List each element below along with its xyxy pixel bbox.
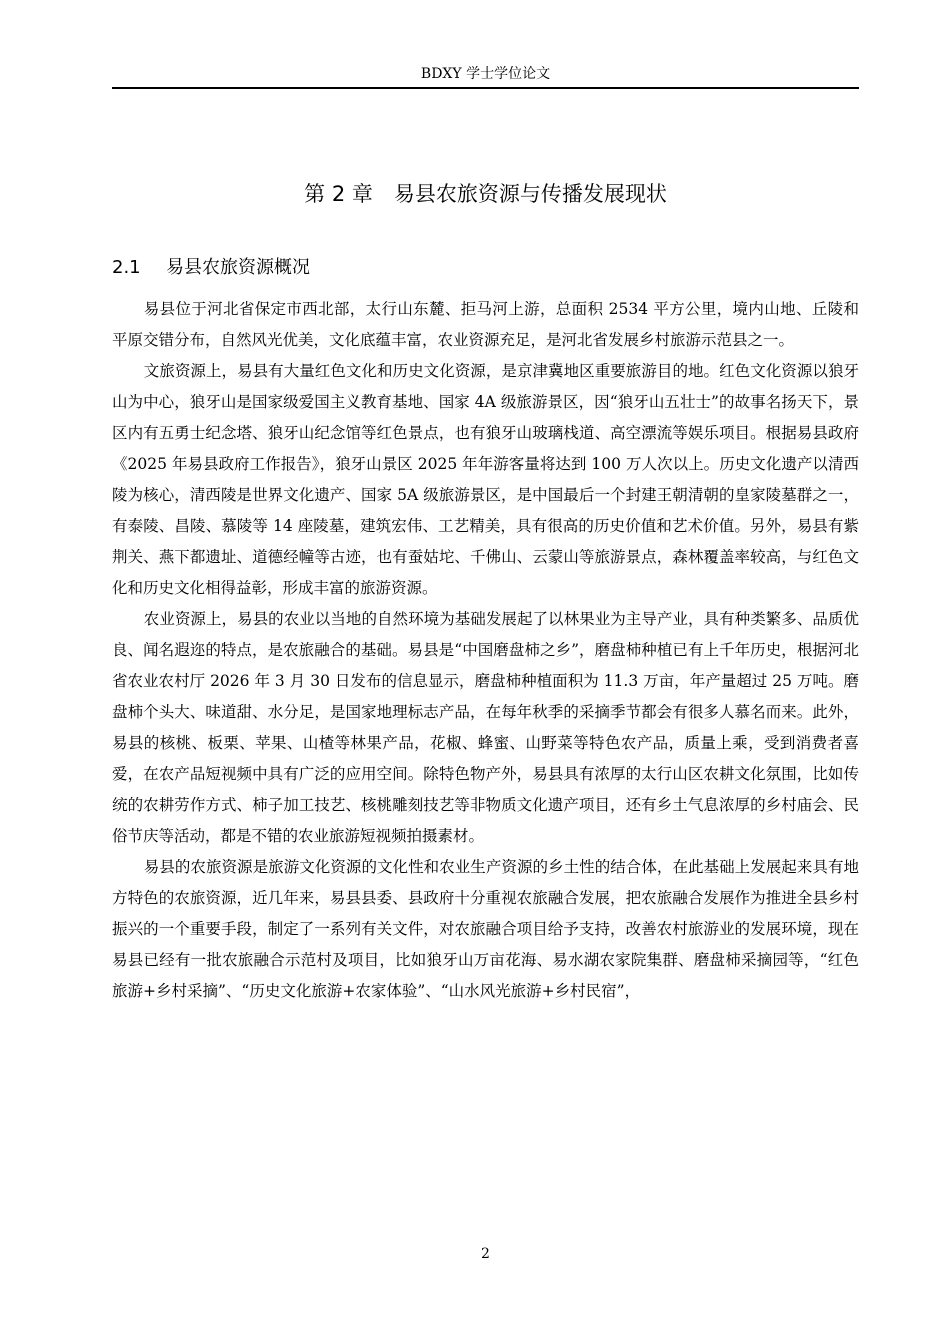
paragraph-agritourism: 易县的农旅资源是旅游文化资源的文化性和农业生产资源的乡土性的结合体，在此基础上发展起来具有地方特色的农旅资源，近几年来，易县县委、县政府十分重视农旅融合发展，把农旅融合发展作为推进全县乡村振兴的一个重要手段，制定了一系列有关文件，对农旅融合项目给予支持，改善农村旅游业的发展环境，现在易县已经有一批农旅融合示范村及项目，比如狼牙山万亩花海、易水湖农家院集群、磨盘柿采摘园等，“红色旅游+乡村采摘”、“历史文化旅游+农家体验”、“山水风光旅游+乡村民宿”，	[112, 858, 859, 1000]
page-header: BDXY 学士学位论文	[420, 66, 551, 82]
chapter-title: 第 2 章 易县农旅资源与传播发展现状	[304, 182, 667, 206]
section-number: 2.1	[112, 257, 141, 278]
paragraph-cultural-tourism: 文旅资源上，易县有大量红色文化和历史文化资源，是京津冀地区重要旅游目的地。红色文化资源以狼牙山为中心，狼牙山是国家级爱国主义教育基地、国家 4A 级旅游景区，因“狼牙山五壮士”的故事名扬天下，景区内有五勇士纪念塔、狼牙山纪念馆等红色景点，也有狼牙山玻璃栈道、高空漂流等娱乐项目。根据易县政府《2025 年易县政府工作报告》，狼牙山景区 2025 年年游客量将达到 100 万人次以上。历史文化遗产以清西陵为核心，清西陵是世界文化遗产、国家 5A 级旅游景区，是中国最后一个封建王朝清朝的皇家陵墓群之一，有泰陵、昌陵、慕陵等 14 座陵墓，建筑宏伟、工艺精美，具有很高的历史价值和艺术价值。另外，易县有紫荆关、燕下都遗址、道德经幢等古迹，也有蚕姑坨、千佛山、云蒙山等旅游景点，森林覆盖率较高，与红色文化和历史文化相得益彰，形成丰富的旅游资源。	[112, 362, 859, 597]
body-text	[112, 294, 859, 1007]
paragraph-agriculture: 农业资源上，易县的农业以当地的自然环境为基础发展起了以林果业为主导产业，具有种类繁多、品质优良、闻名遐迩的特点，是农旅融合的基础。易县是“中国磨盘柿之乡”，磨盘柿种植已有上千年历史，根据河北省农业农村厅 2026 年 3 月 30 日发布的信息显示，磨盘柿种植面积为 11.3 万亩，年产量超过 25 万吨。磨盘柿个头大、味道甜、水分足，是国家地理标志产品，在每年秋季的采摘季节都会有很多人慕名而来。此外，易县的核桃、板栗、苹果、山楂等林果产品，花椒、蜂蜜、山野菜等特色农产品，质量上乘，受到消费者喜爱，在农产品短视频中具有广泛的应用空间。除特色物产外，易县具有浓厚的太行山区农耕文化氛围，比如传统的农耕劳作方式、柿子加工技艺、核桃雕刻技艺等非物质文化遗产项目，还有乡土气息浓厚的乡村庙会、民俗节庆等活动，都是不错的农业旅游短视频拍摄素材。	[112, 610, 859, 845]
page-number: 2	[481, 1246, 490, 1262]
section-title: 易县农旅资源概况	[166, 257, 310, 278]
header-divider	[112, 87, 859, 89]
section-heading	[112, 251, 859, 285]
paragraph-location: 易县位于河北省保定市西北部，太行山东麓、拒马河上游，总面积 2534 平方公里，境内山地、丘陵和平原交错分布，自然风光优美，文化底蕴丰富，农业资源充足，是河北省发展乡村旅游示范县之一。	[112, 300, 859, 349]
